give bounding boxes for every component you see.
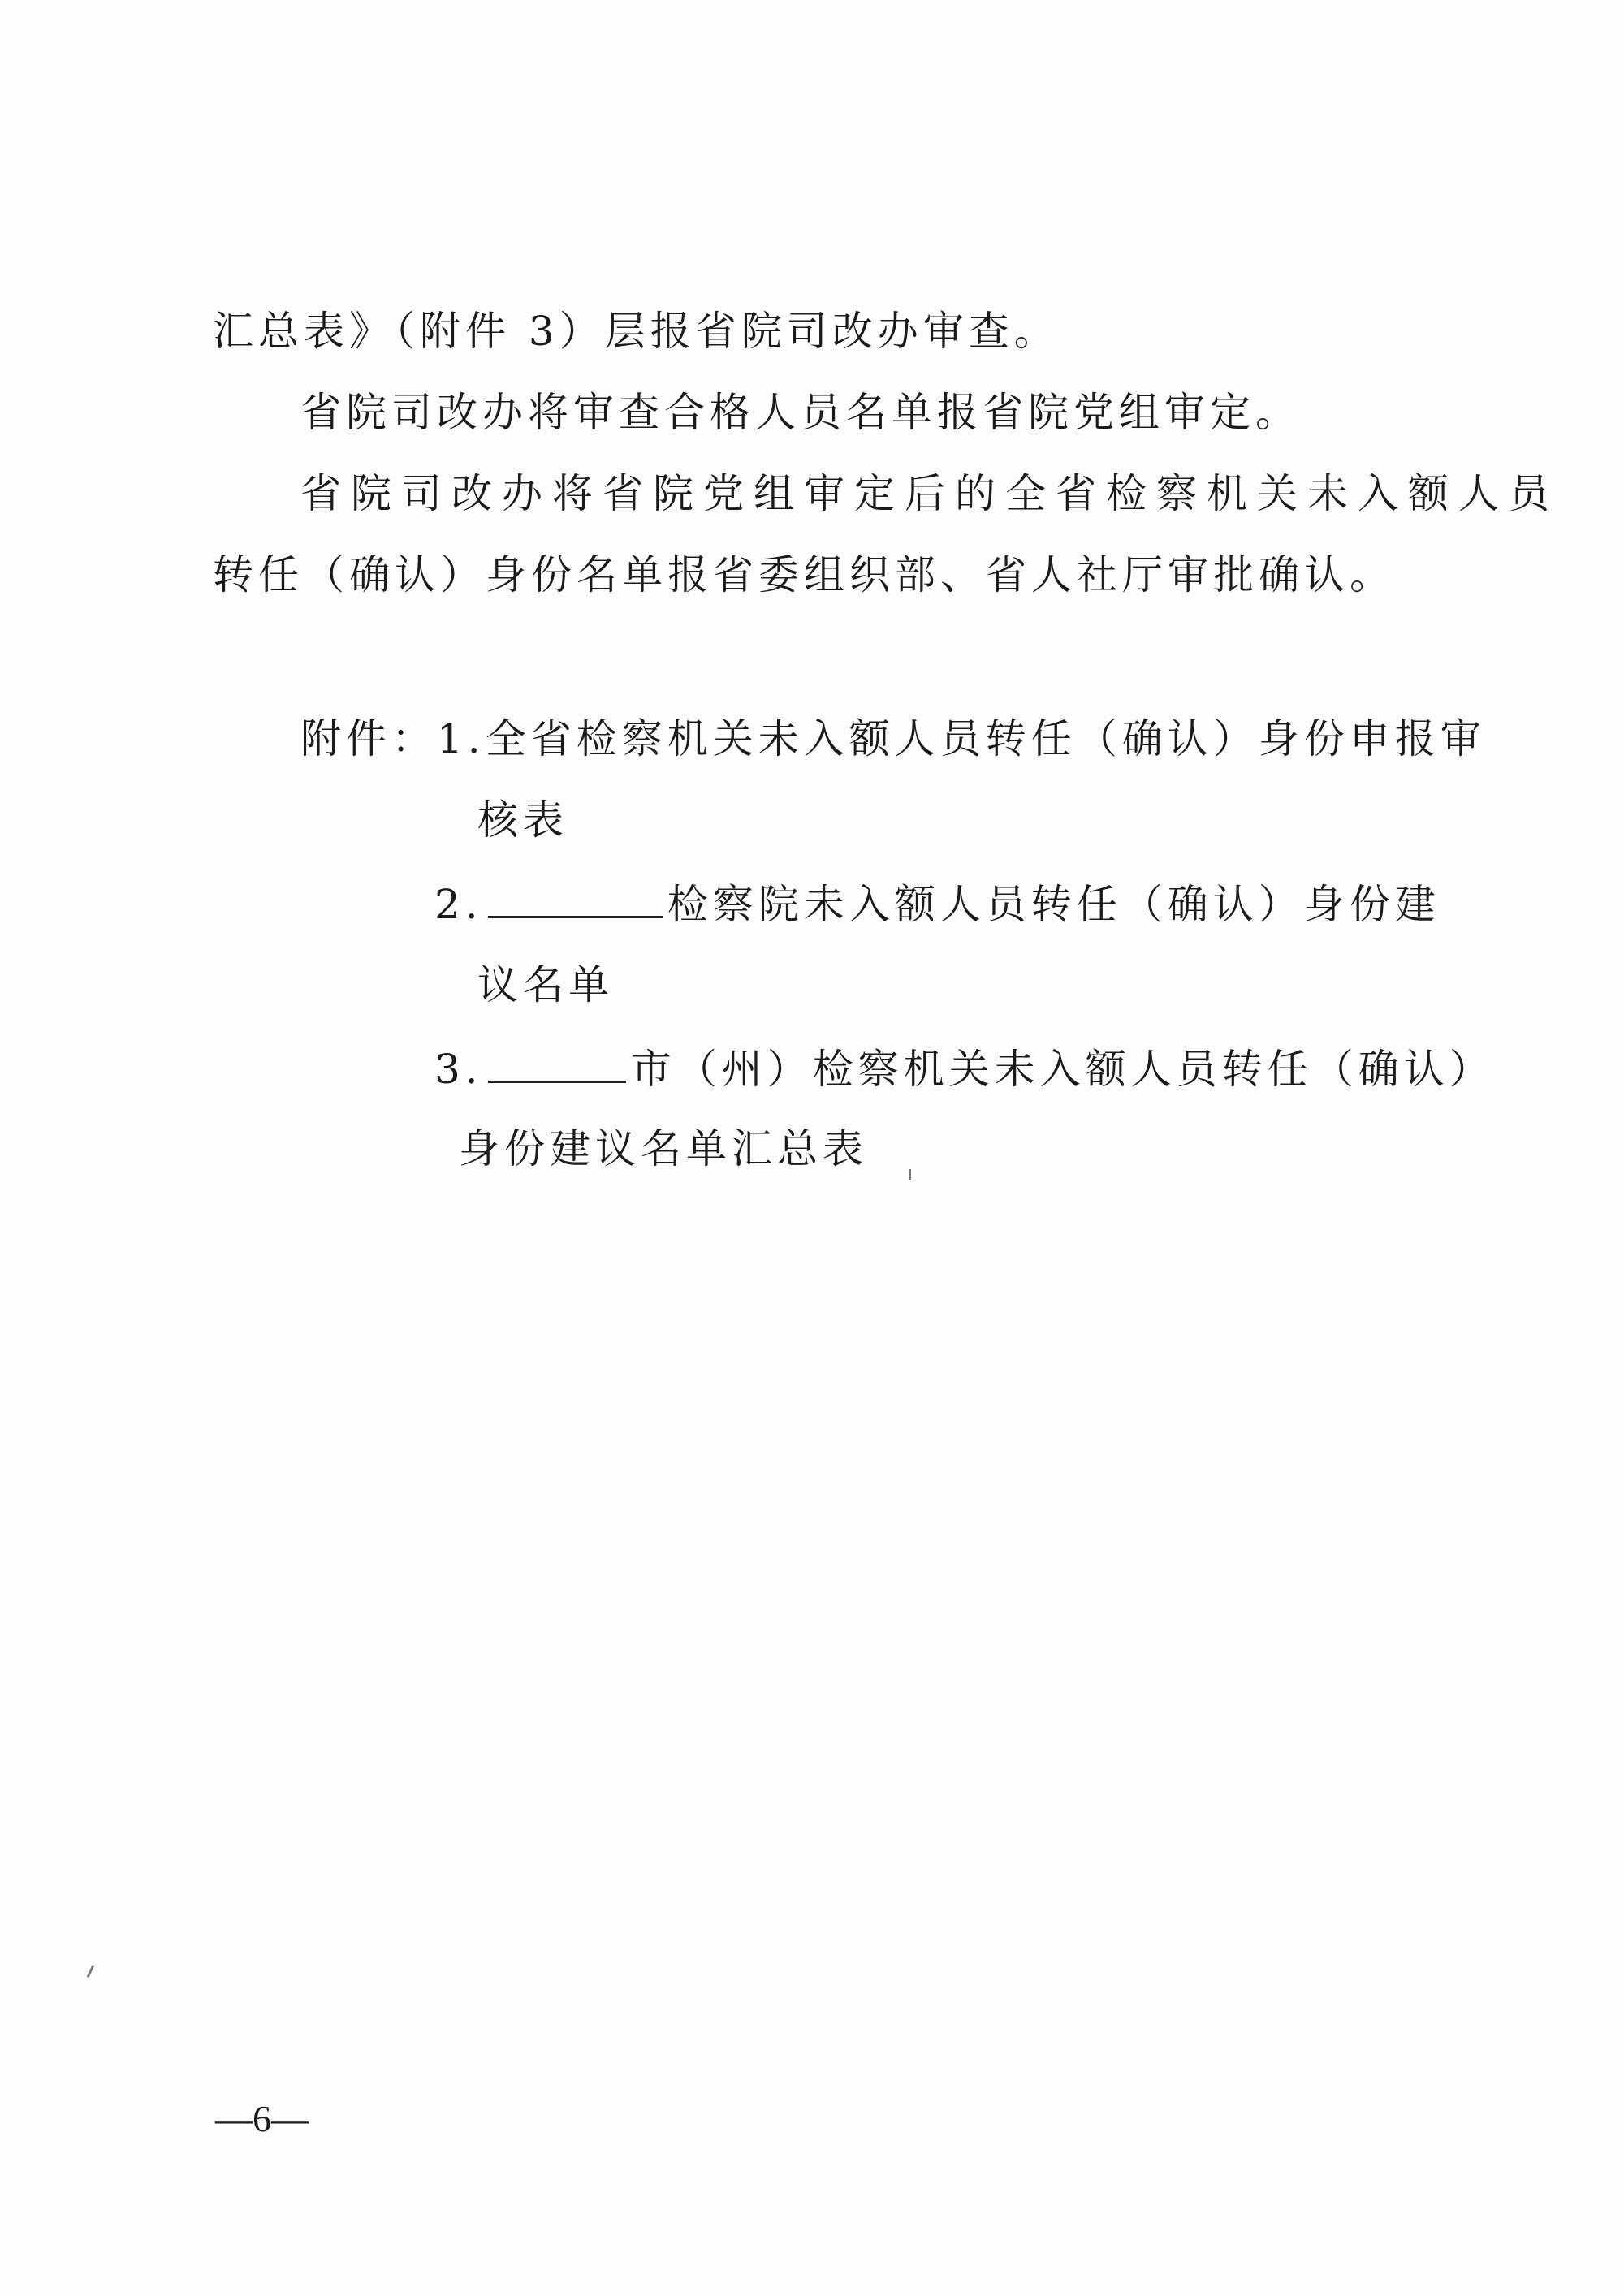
attachment-3-line-1 bbox=[434, 1043, 1495, 1094]
attachment-2-line-2: 议名单 bbox=[477, 961, 614, 1008]
attachment-3-blank-underline bbox=[488, 1043, 626, 1083]
attachment-3-text: 市（州）检察机关未入额人员转任（确认） bbox=[630, 1046, 1495, 1093]
scan-speck bbox=[909, 1169, 911, 1180]
paragraph-3-line-2: 转任（确认）身份名单报省委组织部、省人社厅审批确认。 bbox=[213, 551, 1395, 598]
attachment-3-number: 3. bbox=[434, 1046, 483, 1093]
attachment-2-blank-underline bbox=[488, 878, 663, 918]
attachments-label: 附件： bbox=[300, 715, 437, 762]
attachment-2-number: 2. bbox=[434, 881, 483, 928]
paragraph-3-line-1: 省院司改办将省院党组审定后的全省检察机关未入额人员 bbox=[300, 470, 1559, 517]
attachment-1-line-1 bbox=[300, 714, 1486, 763]
attachment-3-line-2: 身份建议名单汇总表 bbox=[459, 1125, 868, 1172]
attachment-2-text: 检察院未入额人员转任（确认）身份建 bbox=[667, 881, 1440, 928]
page-number: —6— bbox=[215, 2098, 309, 2139]
paragraph-2: 省院司改办将审查合格人员名单报省院党组审定。 bbox=[300, 389, 1301, 436]
attachment-1-text: 全省检察机关未入额人员转任（确认）身份申报审 bbox=[485, 715, 1486, 762]
scan-speck bbox=[87, 1965, 94, 1978]
attachment-2-line-1 bbox=[434, 878, 1440, 929]
paragraph-1-tail: 汇总表》（附件 3）层报省院司改办审查。 bbox=[213, 308, 1060, 355]
attachment-1-line-2: 核表 bbox=[477, 796, 568, 844]
attachment-1-number: 1. bbox=[437, 715, 486, 762]
